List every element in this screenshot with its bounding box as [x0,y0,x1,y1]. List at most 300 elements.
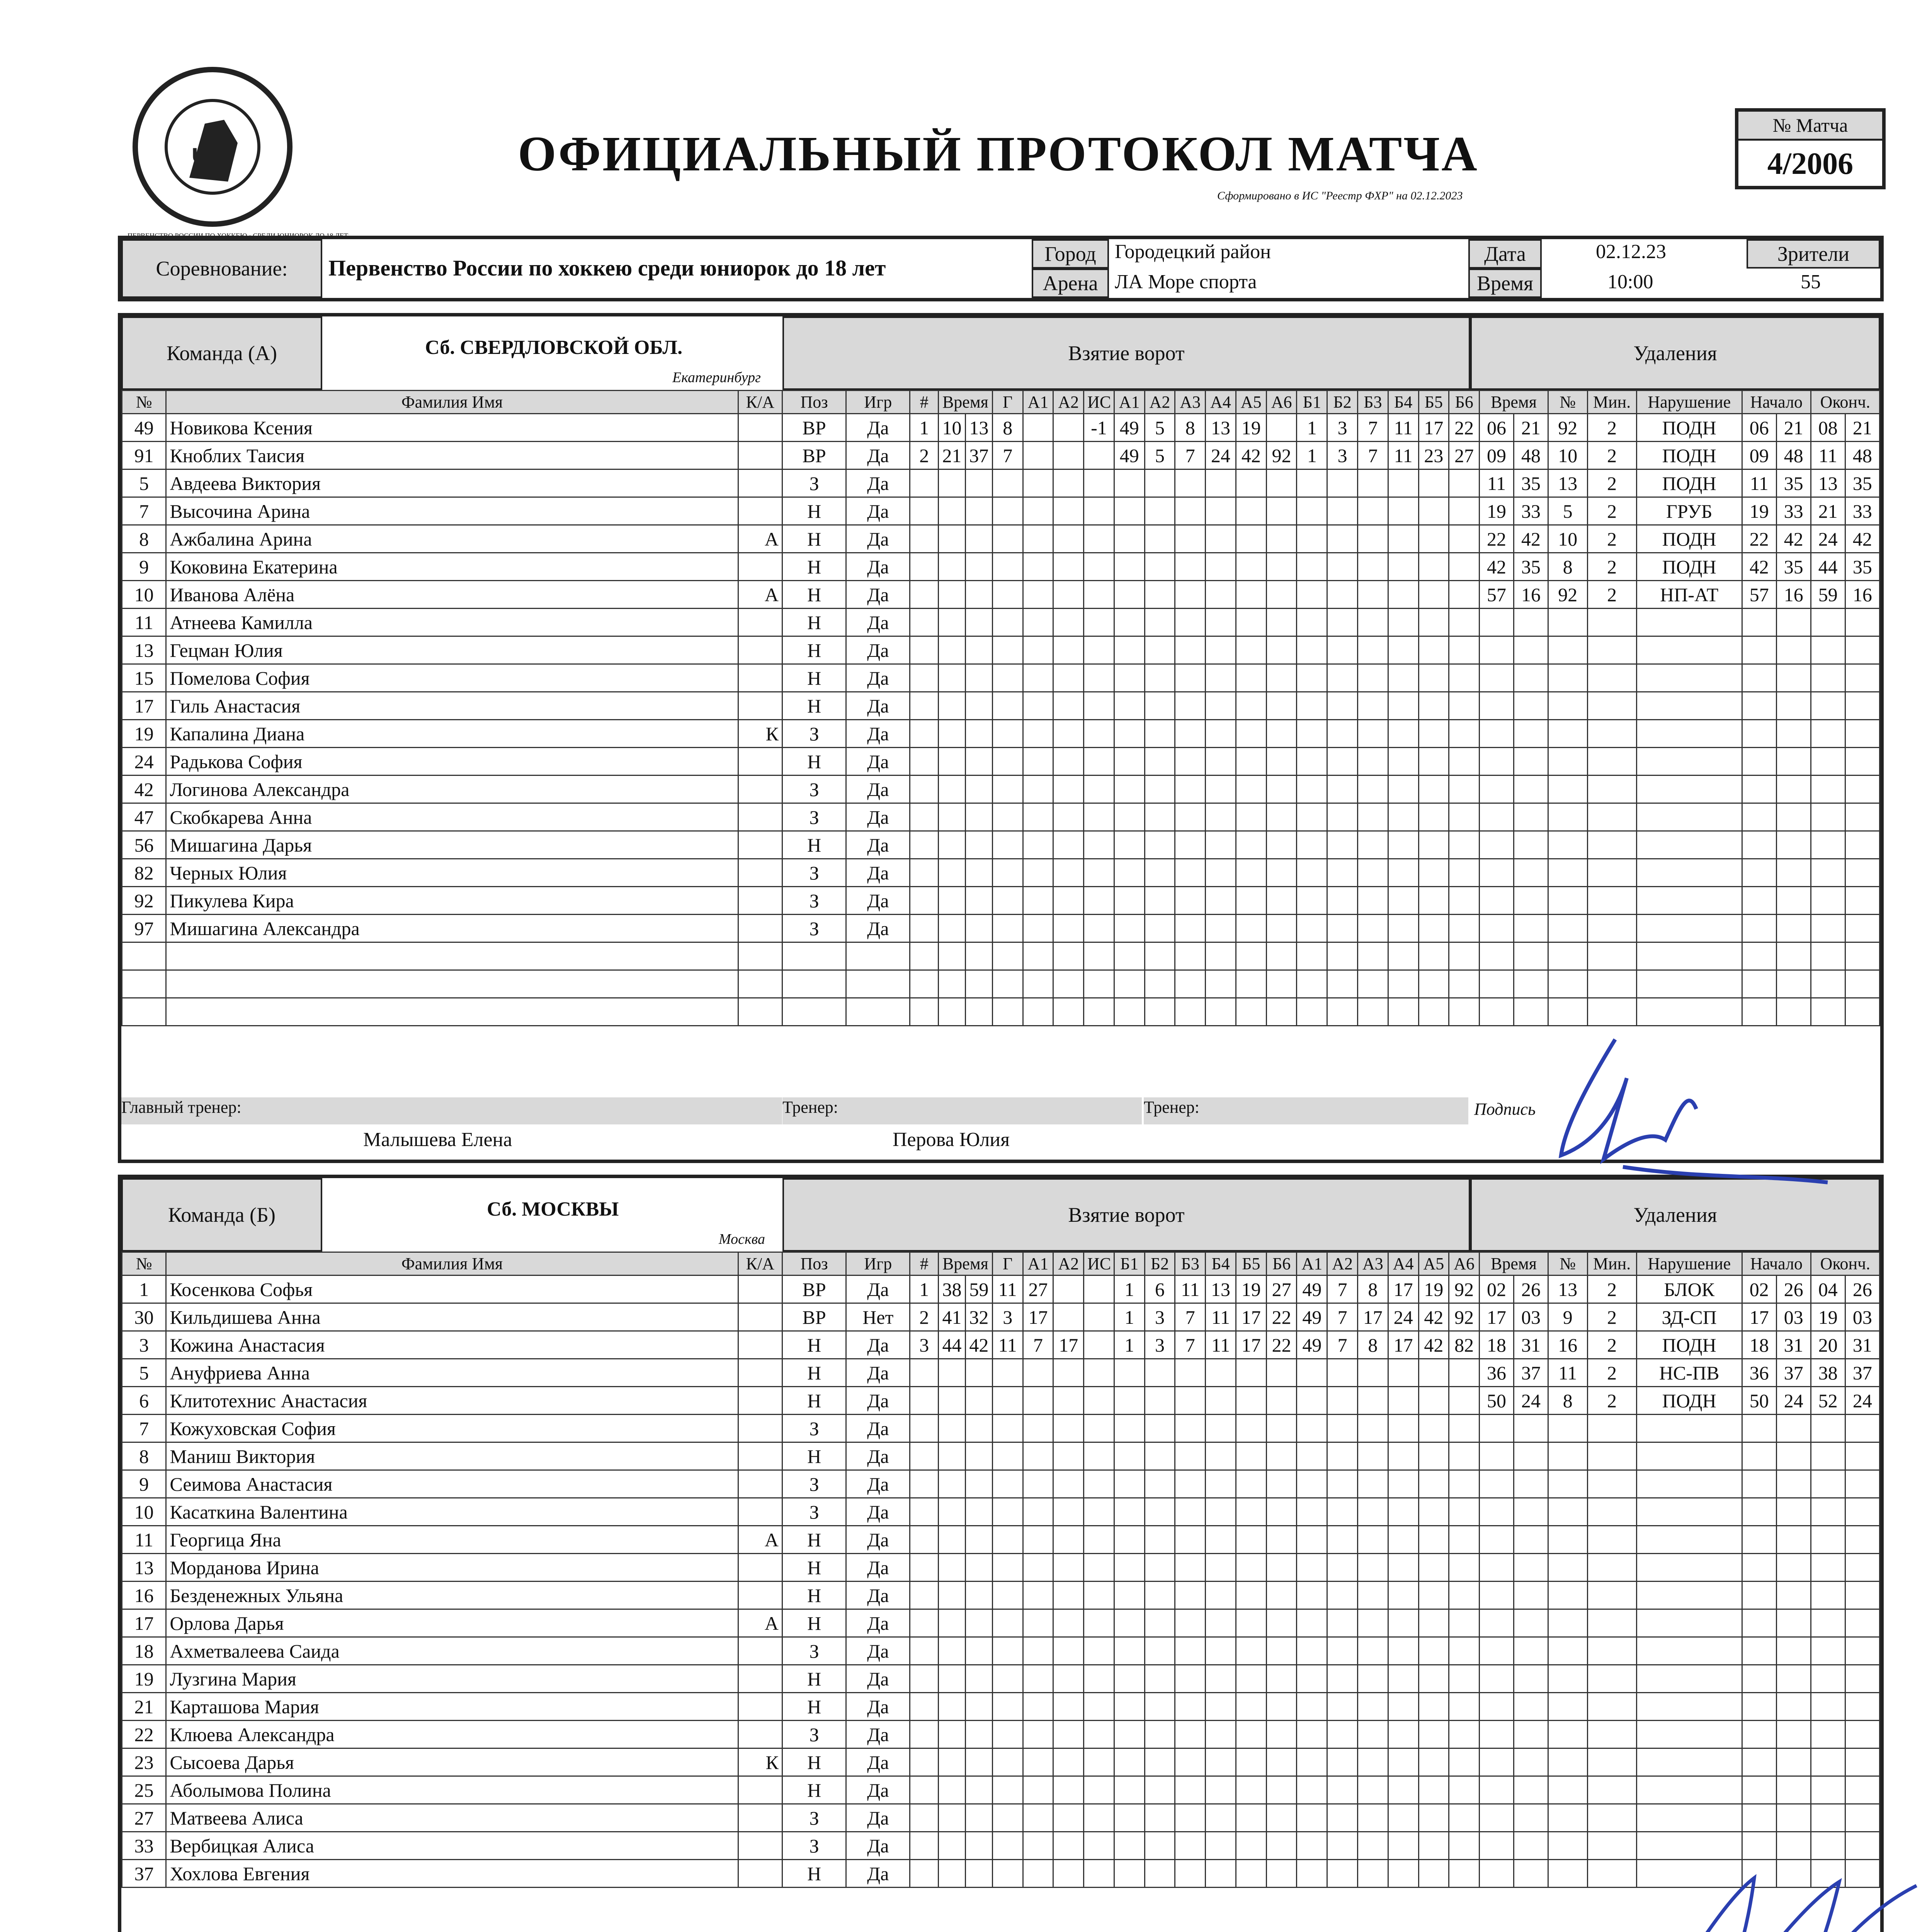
team-b-player-cell: 18 [122,1637,166,1665]
team-a-goal-cell [910,803,939,831]
team-b-pen-cell: 31 [1776,1331,1811,1359]
team-a-player-cell [738,469,782,497]
team-b-pen-cell [1742,1721,1776,1748]
team-b-pen-cell [1587,1665,1636,1693]
team-a-player-cell: Да [846,776,910,803]
team-b-goal-cell [1236,1693,1266,1721]
team-a-goal-cell [1145,859,1175,887]
team-b-player-cell [738,1776,782,1804]
team-b-player-cell: З [782,1804,846,1832]
team-b-goal-cell [1236,1442,1266,1470]
team-a-goal-cell [992,664,1023,692]
team-a-player-cell: Да [846,469,910,497]
team-a-goal-cell [1023,859,1053,887]
team-b-goal-cell [939,1776,966,1804]
team-b-player-cell: Н [782,1331,846,1359]
team-b-goal-cell [1358,1776,1388,1804]
team-a-pen-cell [1636,748,1742,776]
team-b-pen-cell [1845,1748,1879,1776]
team-a-pen-cell [1845,720,1879,748]
team-b-goal-cell: 3 [1145,1303,1175,1331]
team-a-goal-cell [1388,998,1418,1026]
team-b-goal-cell [965,1609,992,1637]
team-a-pen-cell [1514,692,1548,720]
team-b-goal-cell [1175,1470,1206,1498]
team-b-goal-cell [1206,1637,1236,1665]
team-b-pen-cell: 24 [1514,1387,1548,1415]
team-b-player-cell: Да [846,1276,910,1303]
team-a-goal-cell [1266,469,1297,497]
team-a-pen-cell: 35 [1845,469,1879,497]
team-a-player-cell: 42 [122,776,166,803]
team-a-goal-cell [965,998,992,1026]
team-a-player-cell [738,887,782,915]
team-a-goal-cell: 1 [1297,414,1327,442]
team-b-goal-cell [1327,1415,1358,1442]
team-a-goal-cell [1084,915,1114,942]
team-a-pen-cell: 2 [1587,414,1636,442]
team-a-player-cell: Н [782,609,846,636]
team-a-goal-cell [1236,970,1266,998]
team-b-goal-cell [1206,1442,1236,1470]
team-b-pen-cell [1742,1665,1776,1693]
team-a-pen-cell: ПОДН [1636,442,1742,469]
team-b-player-cell [738,1637,782,1665]
team-a-pen-cell: ПОДН [1636,525,1742,553]
team-a-player-cell: З [782,803,846,831]
team-b-goal-cell [1327,1470,1358,1498]
team-b-goal-cell [1418,1526,1449,1554]
team-a-player-cell [166,970,738,998]
team-b-goal-head: Время [939,1252,993,1276]
team-b-goal-cell [1206,1693,1236,1721]
team-b-goal-cell [1084,1665,1114,1693]
team-a-goal-cell [1388,720,1418,748]
team-b-pen-cell [1587,1804,1636,1832]
team-b-player-cell: З [782,1721,846,1748]
team-b-goal-cell [1418,1359,1449,1387]
team-b-goal-cell: 6 [1145,1276,1175,1303]
signature-team-a [1526,1028,1835,1190]
team-b-goal-cell [1297,1554,1327,1582]
team-b-goal-cell [939,1804,966,1832]
team-a-goal-cell [992,609,1023,636]
team-a-player-cell: Кноблих Таисия [166,442,738,469]
team-a-goal-cell [1236,998,1266,1026]
team-a-goal-cell: 19 [1236,414,1266,442]
team-b-pen-cell [1480,1804,1514,1832]
team-a-goal-head: А5 [1236,391,1266,414]
team-b-goal-cell [1358,1470,1388,1498]
team-a-goal-cell [1449,692,1480,720]
team-b-pen-cell [1845,1693,1879,1721]
team-a-player-cell [738,803,782,831]
team-a-pen-cell [1776,915,1811,942]
team-b-pen-cell: 50 [1742,1387,1776,1415]
team-b-goal-cell [1418,1748,1449,1776]
team-a-goal-cell [1266,692,1297,720]
team-b-goal-cell [992,1415,1023,1442]
team-b-pen-cell [1636,1554,1742,1582]
team-a-goal-cell [1266,664,1297,692]
team-b-pen-cell [1548,1442,1587,1470]
team-b-player-cell: ВР [782,1303,846,1331]
team-a-goal-cell [1358,859,1388,887]
team-b-goal-cell [939,1554,966,1582]
team-a-pen-cell [1587,748,1636,776]
team-a-goal-cell [1358,497,1388,525]
team-b-goal-cell: 19 [1236,1276,1266,1303]
team-b-pen-cell: 26 [1845,1276,1879,1303]
team-b-goal-cell [1175,1804,1206,1832]
team-a-pen-cell [1776,803,1811,831]
team-a-goal-cell [910,609,939,636]
team-b-goal-cell [965,1498,992,1526]
team-b-pen-cell: НС-ПВ [1636,1359,1742,1387]
team-b-goal-head: А2 [1053,1252,1084,1276]
team-a-pen-cell [1742,803,1776,831]
team-b-pen-cell [1587,1526,1636,1554]
team-a-goal-cell [1388,497,1418,525]
team-a-goal-cell [910,748,939,776]
team-a-pen-cell: 8 [1548,553,1587,581]
team-b-pen-cell [1742,1554,1776,1582]
spectators-label: Зрители [1747,239,1880,269]
team-a-pen-cell: 21 [1845,414,1879,442]
team-b-goal-cell [1236,1776,1266,1804]
team-a-goal-cell [1266,497,1297,525]
team-b-goal-cell [1358,1693,1388,1721]
team-a-goal-cell [1266,803,1297,831]
team-a-goal-cell: 1 [910,414,939,442]
team-b-goal-cell [1358,1748,1388,1776]
team-b-goal-cell [1266,1860,1297,1888]
team-a-header-row [122,391,1880,414]
team-b-pen-cell [1480,1693,1514,1721]
team-a-pen-cell: 11 [1811,442,1845,469]
team-b-pen-cell: 31 [1845,1331,1879,1359]
team-a-pen-cell [1742,998,1776,1026]
team-b-goal-cell: 49 [1297,1276,1327,1303]
team-a-goal-cell [1327,497,1358,525]
spectators-value: 55 [1801,271,1821,293]
team-b-goal-cell [1175,1415,1206,1442]
team-a-goal-cell [1145,748,1175,776]
team-a-goal-cell [1114,720,1145,748]
team-a-goal-cell [1297,998,1327,1026]
team-a-goal-cell [1053,748,1084,776]
team-a-pen-cell: 35 [1776,553,1811,581]
team-a-player-cell: Да [846,442,910,469]
team-b-player-cell: 8 [122,1442,166,1470]
team-b-goal-cell [1023,1748,1053,1776]
team-b-goal-cell [992,1498,1023,1526]
team-a-goal-cell [965,609,992,636]
team-b-goal-cell: 11 [1206,1303,1236,1331]
team-b-goal-cell [1114,1637,1145,1665]
team-a-goal-cell [1449,525,1480,553]
team-b-goal-head: А2 [1327,1252,1358,1276]
team-b-goal-cell: 1 [1114,1331,1145,1359]
team-b-goal-cell [1084,1276,1114,1303]
team-a-goal-cell [1236,720,1266,748]
team-b-goal-cell [1327,1526,1358,1554]
date-value: 02.12.23 [1596,241,1666,263]
team-b-goal-cell [1053,1804,1084,1832]
team-a-player-cell: Высочина Арина [166,497,738,525]
team-a-player-cell: 47 [122,803,166,831]
team-b-player-row [122,1776,1880,1804]
team-a-goal-cell [1053,664,1084,692]
team-b-goal-cell [1053,1665,1084,1693]
team-a-pen-cell [1514,720,1548,748]
team-b-goal-cell [1449,1554,1480,1582]
team-b-goal-cell [1084,1804,1114,1832]
team-b-goal-cell [939,1470,966,1498]
team-b-goal-cell [1266,1609,1297,1637]
team-b-pen-cell: 38 [1811,1359,1845,1387]
team-a-goal-cell [1084,720,1114,748]
team-a-goal-cell [1418,609,1449,636]
team-b-goal-cell [1297,1582,1327,1609]
team-b-goal-cell [1418,1554,1449,1582]
team-b-goal-cell [1206,1526,1236,1554]
team-a-player-cell: Коковина Екатерина [166,553,738,581]
team-b-pen-cell [1811,1582,1845,1609]
team-a-goal-cell [1114,887,1145,915]
team-b-player-row [122,1415,1880,1442]
team-b-goal-cell [1297,1498,1327,1526]
team-b-goal-cell [965,1387,992,1415]
team-a-goal-cell [1327,776,1358,803]
team-a-goal-cell [1266,581,1297,609]
team-a-goal-cell [1175,831,1206,859]
team-a-goal-cell [1236,692,1266,720]
team-a-goal-head: Б6 [1449,391,1480,414]
svg-text:U18: U18 [191,145,234,167]
team-a-goal-cell [992,720,1023,748]
team-b-goal-cell [1418,1860,1449,1888]
team-b-pen-cell [1587,1470,1636,1498]
team-b-goal-cell [1084,1860,1114,1888]
team-a-player-cell: Да [846,887,910,915]
team-b-pen-head: № [1548,1252,1587,1276]
team-b-goal-cell [939,1387,966,1415]
team-b-pen-cell: 31 [1514,1331,1548,1359]
team-a-player-cell: Да [846,414,910,442]
team-a-pen-cell [1811,998,1845,1026]
team-a-pen-cell: 92 [1548,414,1587,442]
team-b-goal-cell [1084,1387,1114,1415]
team-b-pen-cell [1548,1609,1587,1637]
team-a-goal-cell [1023,720,1053,748]
team-b-pen-cell [1548,1776,1587,1804]
team-b-pen-cell [1636,1470,1742,1498]
team-a-player-cell: Н [782,497,846,525]
team-b-goal-cell [1023,1582,1053,1609]
team-a-goal-cell [1449,831,1480,859]
team-b-player-cell: Да [846,1860,910,1888]
team-a-goal-cell [1084,692,1114,720]
team-a-player-cell: ВР [782,442,846,469]
team-a-player-cell [738,636,782,664]
team-a-pen-cell [1548,776,1587,803]
team-a-goal-cell: 8 [1175,414,1206,442]
team-a-goal-cell [1266,942,1297,970]
team-b-goal-cell [1053,1748,1084,1776]
team-a-goal-cell [1053,859,1084,887]
team-a-player-cell [782,998,846,1026]
team-a-pen-cell: 13 [1811,469,1845,497]
team-b-label: Команда (Б) [121,1178,322,1252]
team-b-goal-cell [1206,1582,1236,1609]
team-b-goal-cell [992,1387,1023,1415]
team-a-goal-cell [992,776,1023,803]
team-a-goal-cell [1084,942,1114,970]
team-b-goal-cell [1084,1693,1114,1721]
team-b-pen-cell [1548,1693,1587,1721]
team-b-goal-cell [1114,1470,1145,1498]
team-a-goal-cell [1358,636,1388,664]
team-a-goal-cell [1084,553,1114,581]
team-a-goal-cell: 7 [1358,414,1388,442]
team-a-goal-cell [1053,442,1084,469]
team-a-player-cell: Иванова Алёна [166,581,738,609]
team-a-pen-cell [1636,692,1742,720]
team-b-player-cell: 3 [122,1331,166,1359]
team-b-goal-cell [1053,1637,1084,1665]
team-b-player-cell: Да [846,1582,910,1609]
team-b-goal-cell [1175,1637,1206,1665]
team-b-player-cell [738,1331,782,1359]
team-b-goal-cell [1175,1832,1206,1860]
team-b-goal-cell [910,1748,939,1776]
team-b-goal-cell [1206,1832,1236,1860]
team-a-trainer2-label: Тренер: [1144,1097,1468,1124]
team-b-goal-cell [1449,1748,1480,1776]
team-b-pen-cell [1845,1526,1879,1554]
team-b-goal-cell [1388,1693,1418,1721]
team-b-goal-cell [910,1470,939,1498]
team-b-goal-cell [1053,1442,1084,1470]
team-b-pen-cell: 36 [1742,1359,1776,1387]
team-b-player-cell: Георгица Яна [166,1526,738,1554]
team-a-goal-cell [939,525,966,553]
team-b-goal-cell [1206,1387,1236,1415]
team-b-pen-cell [1776,1693,1811,1721]
team-b-goal-cell [1206,1415,1236,1442]
team-b-goal-cell [992,1776,1023,1804]
team-a-pen-cell [1776,998,1811,1026]
team-a-pen-cell [1480,636,1514,664]
team-b-pen-cell [1811,1804,1845,1832]
team-b-pen-head: Время [1480,1252,1548,1276]
team-b-player-row [122,1387,1880,1415]
team-b-pen-cell: 19 [1811,1303,1845,1331]
team-a-goal-cell [1053,776,1084,803]
team-b-player-cell: Косенкова Софья [166,1276,738,1303]
team-a-goal-cell [1053,497,1084,525]
team-a-pen-cell [1548,942,1587,970]
team-a-pen-cell [1514,664,1548,692]
team-a-goal-head: Б3 [1358,391,1388,414]
team-a-pen-cell [1514,748,1548,776]
team-b-goal-cell [1358,1860,1388,1888]
team-b-goal-cell [1236,1804,1266,1832]
team-a-goal-cell [1388,970,1418,998]
team-b-goal-head: ИС [1084,1252,1114,1276]
team-a-pen-cell [1776,609,1811,636]
team-a-player-row [122,803,1880,831]
team-b-goal-cell [1206,1554,1236,1582]
team-b-pen-cell: 03 [1776,1303,1811,1331]
team-b-goal-cell [965,1526,992,1554]
team-b-pen-cell [1636,1609,1742,1637]
team-a-goal-head: # [910,391,939,414]
team-a-pen-head: Нарушение [1636,391,1742,414]
team-b-goal-cell [1145,1665,1175,1693]
team-a-pen-header: Удаления [1470,316,1880,390]
team-b-goal-cell [1266,1748,1297,1776]
team-a-goal-cell [1053,469,1084,497]
team-a-pen-cell [1742,859,1776,887]
team-b-pen-cell [1742,1498,1776,1526]
team-a-goal-cell: 49 [1114,414,1145,442]
team-a-goal-cell [1358,831,1388,859]
team-b-pen-cell [1811,1609,1845,1637]
team-b-pen-cell: 37 [1776,1359,1811,1387]
team-a-pen-cell [1548,915,1587,942]
team-b-pen-cell [1776,1498,1811,1526]
team-a-goal-cell [1175,497,1206,525]
team-a-goal-cell [1114,581,1145,609]
team-b-goal-cell [1084,1359,1114,1387]
team-b-goal-cell [1175,1498,1206,1526]
team-a-goal-cell [1023,442,1053,469]
team-b-goal-cell [1266,1776,1297,1804]
team-a-goal-cell [1206,609,1236,636]
team-b-goal-cell [992,1582,1023,1609]
team-b-goal-cell [1084,1721,1114,1748]
team-b-player-cell: 27 [122,1804,166,1832]
team-b-goal-head: # [910,1252,939,1276]
team-a-goal-cell [1053,720,1084,748]
team-b-pen-cell [1811,1415,1845,1442]
team-a-player-cell: З [782,887,846,915]
team-a-pen-cell: 48 [1845,442,1879,469]
team-a-pen-cell [1776,942,1811,970]
team-a-goal-cell [965,831,992,859]
team-b-goal-cell [1327,1442,1358,1470]
team-b-goal-cell [1418,1470,1449,1498]
team-b-goal-cell [1236,1498,1266,1526]
team-b-pen-cell: 2 [1587,1303,1636,1331]
team-b-goal-cell [1449,1860,1480,1888]
team-a-goal-cell: 7 [992,442,1023,469]
team-a-player-cell: 92 [122,887,166,915]
team-b-player-cell: Да [846,1665,910,1693]
team-b-pen-cell: ЗД-СП [1636,1303,1742,1331]
team-b-pen-cell [1845,1637,1879,1665]
team-a-pen-cell [1776,664,1811,692]
team-a-goal-head: А3 [1175,391,1206,414]
team-b-goal-cell [1145,1387,1175,1415]
team-a-goal-cell [1023,748,1053,776]
team-a-goal-cell [1175,748,1206,776]
team-b-goal-cell [1053,1303,1084,1331]
team-b-pen-cell [1514,1554,1548,1582]
team-a-goal-cell [1023,636,1053,664]
